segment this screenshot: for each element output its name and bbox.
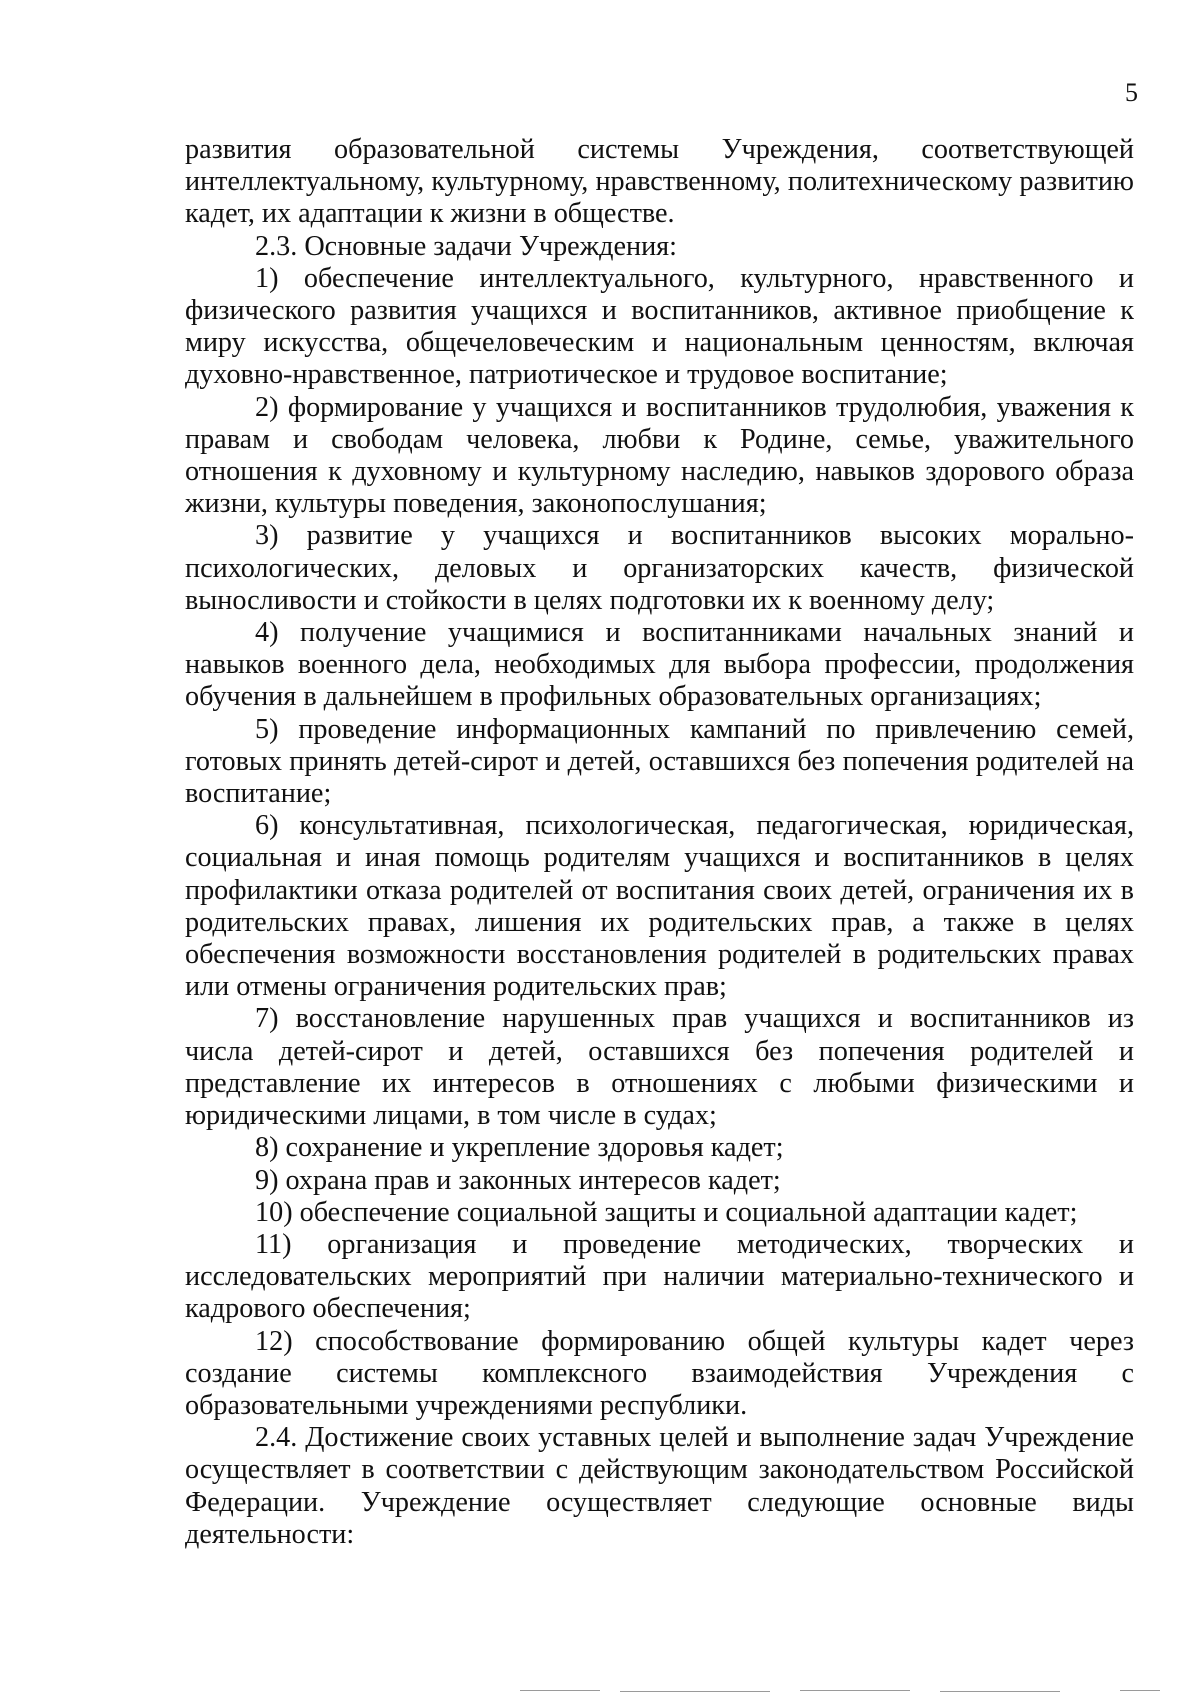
list-item-10: 10) обеспечение социальной защиты и социальной адаптации кадет; bbox=[255, 1196, 1078, 1228]
list-item-12: 12) способствование формированию общей культуры кадет через создание системы комплексного взаимодействия Учреждения с образовательными учреждениями республики. bbox=[185, 1325, 1134, 1421]
scan-artifact-line bbox=[800, 1690, 910, 1691]
section-heading-2-3: 2.3. Основные задачи Учреждения: bbox=[255, 230, 677, 262]
list-item-4: 4) получение учащимися и воспитанниками начальных знаний и навыков военного дела, необходимых для выбора профессии, продолжения обучения в дальнейшем в профильных образовательных организациях; bbox=[185, 617, 1134, 713]
list-item-9: 9) охрана прав и законных интересов кадет; bbox=[255, 1164, 781, 1196]
list-item-11: 11) организация и проведение методических, творческих и исследовательских мероприятий при наличии материально-технического и кадрового обеспечения; bbox=[185, 1228, 1134, 1325]
list-item-8: 8) сохранение и укрепление здоровья кадет; bbox=[255, 1132, 784, 1164]
scan-artifact-line bbox=[620, 1691, 770, 1692]
list-item-5: 5) проведение информационных кампаний по привлечению семей, готовых принять детей-сирот и детей, оставшихся без попечения родителей на воспитание; bbox=[185, 713, 1134, 810]
scan-artifact-line bbox=[940, 1691, 1060, 1692]
paragraph-intro-continuation: развития образовательной системы Учреждения, соответствующей интеллектуальному, культурному, нравственному, политехническому развитию кадет, их адаптации к жизни в обществе. bbox=[185, 134, 1134, 230]
section-paragraph-2-4: 2.4. Достижение своих уставных целей и выполнение задач Учреждение осуществляет в соответствии с действующим законодательством Российской Федерации. Учреждение осуществляет следующие основные виды деятельности: bbox=[185, 1422, 1134, 1550]
list-item-7: 7) восстановление нарушенных прав учащихся и воспитанников из числа детей-сирот и детей, оставшихся без попечения родителей и представление их интересов в отношениях с любыми физическими и юридическими лицами, в том числе в судах; bbox=[185, 1003, 1134, 1132]
list-item-1: 1) обеспечение интеллектуального, культурного, нравственного и физического развития учащихся и воспитанников, активное приобщение к миру искусства, общечеловеческим и национальным ценностям, включая духовно-нравственное, патриотическое и трудовое воспитание; bbox=[185, 262, 1134, 391]
document-body bbox=[185, 134, 1134, 1551]
page-number: 5 bbox=[1125, 78, 1138, 107]
list-item-3: 3) развитие у учащихся и воспитанников высоких морально-психологических, деловых и организаторских качеств, физической выносливости и стойкости в целях подготовки их к военному делу; bbox=[185, 520, 1134, 616]
scan-artifact-line bbox=[520, 1690, 600, 1691]
scan-artifact-line bbox=[1120, 1690, 1160, 1691]
list-item-6: 6) консультативная, психологическая, педагогическая, юридическая, социальная и иная помощь родителям учащихся и воспитанников в целях профилактики отказа родителей от воспитания своих детей, ограничения их в родительских правах, лишения их родительских прав, а также в целях обеспечения возможности восстановления родителей в родительских правах или отмены ограничения родительских прав; bbox=[185, 810, 1134, 1003]
list-item-2: 2) формирование у учащихся и воспитанников трудолюбия, уважения к правам и свободам человека, любви к Родине, семье, уважительного отношения к духовному и культурному наследию, навыков здорового образа жизни, культуры поведения, законопослушания; bbox=[185, 391, 1134, 520]
